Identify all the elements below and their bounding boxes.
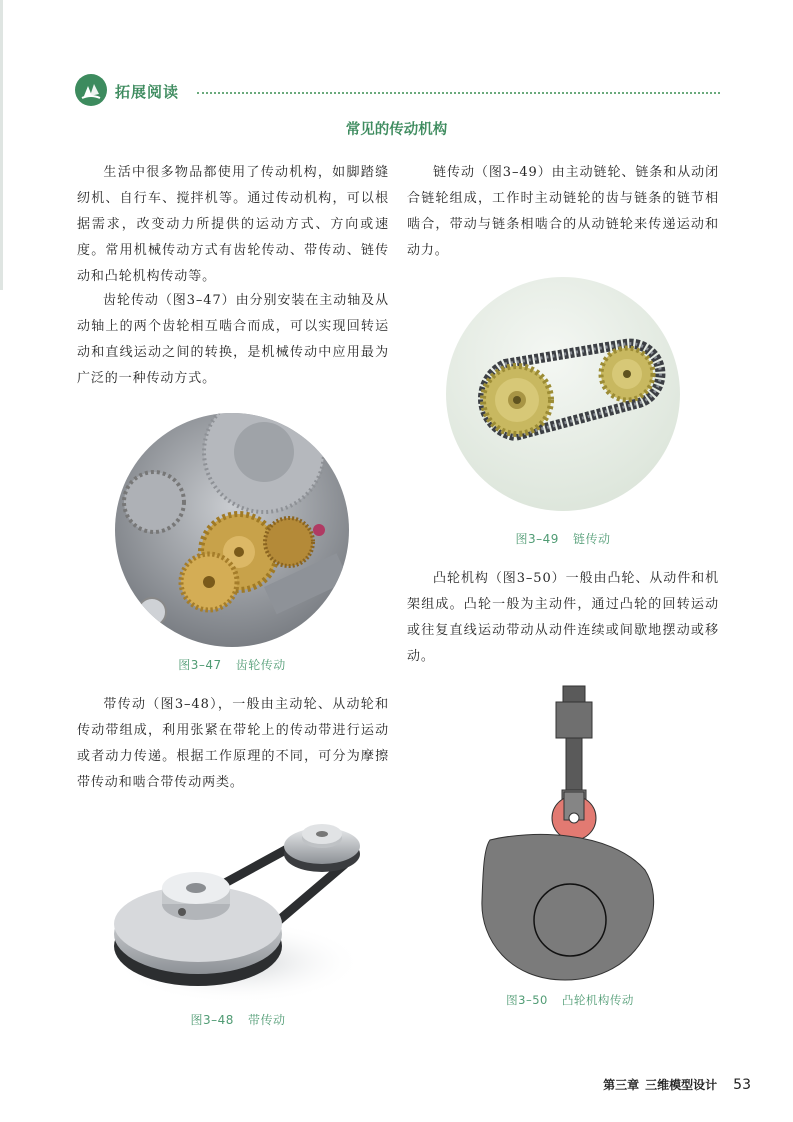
dotted-rule [197, 92, 720, 96]
caption-fig48 [110, 1011, 366, 1028]
section-header [75, 74, 720, 110]
figure-cam-mechanism [470, 680, 670, 986]
caption-fig49 [445, 530, 681, 547]
caption-fig48-label: 带传动 [247, 1013, 286, 1027]
paragraph-cam-text: 凸轮机构（图3–50）一般由凸轮、从动件和机架组成。凸轮一般为主动件，通过凸轮的回转运动或往复直线运动带动从动件连续或间歇地摆动或移动。 [407, 571, 719, 664]
footer-chapter: 第三章 [603, 1078, 640, 1092]
paragraph-belt-text: 带传动（图3–48），一般由主动轮、从动轮和传动带组成，利用张紧在带轮上的传动带进行运动或者动力传递。根据工作原理的不同，可分为摩擦带传动和啮合带传动两类。 [77, 697, 389, 790]
page-number: 53 [733, 1077, 751, 1093]
footer-title: 三维模型设计 [645, 1078, 718, 1092]
article-title: 常见的传动机构 [345, 122, 448, 138]
caption-fig47 [114, 656, 350, 673]
page-edge-strip [0, 0, 3, 290]
paragraph-gear [77, 288, 389, 392]
figure-belt-drive [110, 812, 366, 1008]
page-footer [603, 1076, 751, 1093]
paragraph-belt [77, 692, 389, 796]
paragraph-gear-text: 齿轮传动（图3–47）由分别安装在主动轴及从动轴上的两个齿轮相互啮合而成，可以实现回转运动和直线运动之间的转换，是机械传动中应用最为广泛的一种传动方式。 [77, 293, 389, 386]
figure-gear-transmission [114, 412, 350, 648]
paragraph-intro-text: 生活中很多物品都使用了传动机构，如脚踏缝纫机、自行车、搅拌机等。通过传动机构，可以根据需求，改变动力所提供的运动方式、方向或速度。常用机械传动方式有齿轮传动、带传动、链传动和凸轮机构传动等。 [77, 165, 389, 284]
caption-fig50 [470, 992, 670, 1008]
caption-fig49-number: 图3–49 [515, 532, 559, 546]
caption-fig47-label: 齿轮传动 [235, 658, 286, 672]
paragraph-chain-text: 链传动（图3–49）由主动链轮、链条和从动闭合链轮组成，工作时主动链轮的齿与链条的链节相啮合，带动与链条相啮合的从动链轮来传递运动和动力。 [407, 165, 719, 258]
paragraph-cam [407, 566, 719, 670]
figure-chain-drive [445, 276, 681, 512]
caption-fig50-number: 图3–50 [506, 993, 548, 1007]
paragraph-intro [77, 160, 389, 290]
section-label: 拓展阅读 [115, 83, 180, 101]
leaf-book-icon [75, 74, 107, 106]
caption-fig49-label: 链传动 [572, 532, 611, 546]
caption-fig50-label: 凸轮机构传动 [561, 993, 634, 1007]
paragraph-chain [407, 160, 719, 264]
caption-fig47-number: 图3–47 [178, 658, 222, 672]
caption-fig48-number: 图3–48 [190, 1013, 234, 1027]
